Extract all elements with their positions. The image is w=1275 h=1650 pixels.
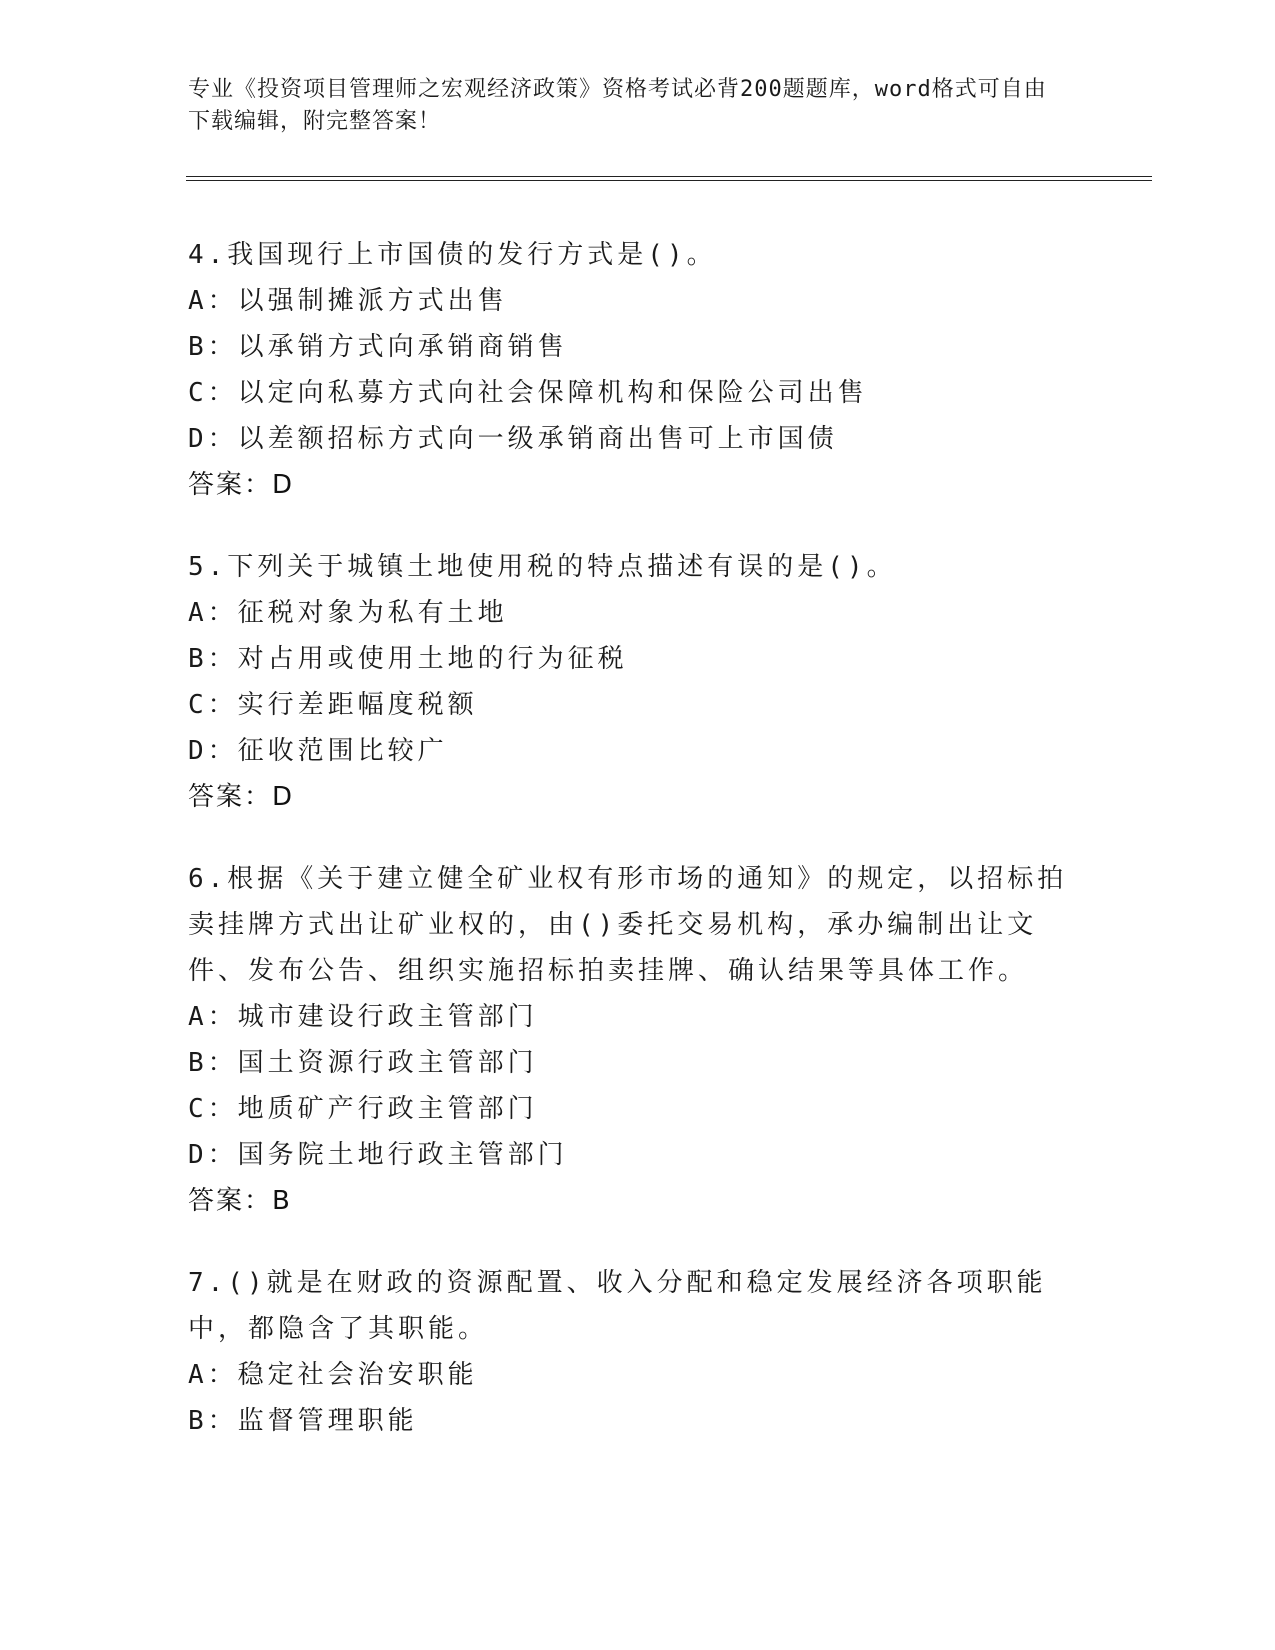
question-5 bbox=[188, 544, 1068, 820]
question-4 bbox=[188, 232, 1068, 508]
document-header: 专业《投资项目管理师之宏观经济政策》资格考试必背200题题库，word格式可自由下载编辑，附完整答案！ bbox=[188, 77, 1047, 134]
question-text: 4.我国现行上市国债的发行方式是()。 bbox=[188, 240, 717, 270]
option-c: C：以定向私募方式向社会保障机构和保险公司出售 bbox=[188, 378, 868, 408]
question-6 bbox=[188, 856, 1068, 1224]
answer: 答案：B bbox=[188, 1186, 292, 1216]
option-c: C：地质矿产行政主管部门 bbox=[188, 1094, 538, 1124]
option-a: A：稳定社会治安职能 bbox=[188, 1360, 478, 1390]
option-b: B：国土资源行政主管部门 bbox=[188, 1048, 538, 1078]
question-7 bbox=[188, 1260, 1068, 1444]
option-c: C：实行差距幅度税额 bbox=[188, 690, 478, 720]
question-text: 7.()就是在财政的资源配置、收入分配和稳定发展经济各项职能中，都隐含了其职能。 bbox=[188, 1268, 1047, 1344]
answer: 答案：D bbox=[188, 470, 295, 500]
option-d: D：征收范围比较广 bbox=[188, 736, 448, 766]
option-d: D：以差额招标方式向一级承销商出售可上市国债 bbox=[188, 424, 838, 454]
question-list bbox=[188, 232, 1068, 1480]
question-text: 6.根据《关于建立健全矿业权有形市场的通知》的规定，以招标拍卖挂牌方式出让矿业权的，由()委托交易机构，承办编制出让文件、发布公告、组织实施招标拍卖挂牌、确认结果等具体工作。 bbox=[188, 864, 1068, 986]
header-divider bbox=[186, 176, 1152, 181]
option-a: A：征税对象为私有土地 bbox=[188, 598, 508, 628]
option-b: B：以承销方式向承销商销售 bbox=[188, 332, 568, 362]
option-a: A：以强制摊派方式出售 bbox=[188, 286, 508, 316]
question-text: 5.下列关于城镇土地使用税的特点描述有误的是()。 bbox=[188, 552, 897, 582]
option-b: B：监督管理职能 bbox=[188, 1406, 418, 1436]
option-d: D：国务院土地行政主管部门 bbox=[188, 1140, 568, 1170]
option-a: A：城市建设行政主管部门 bbox=[188, 1002, 538, 1032]
answer: 答案：D bbox=[188, 782, 295, 812]
option-b: B：对占用或使用土地的行为征税 bbox=[188, 644, 628, 674]
